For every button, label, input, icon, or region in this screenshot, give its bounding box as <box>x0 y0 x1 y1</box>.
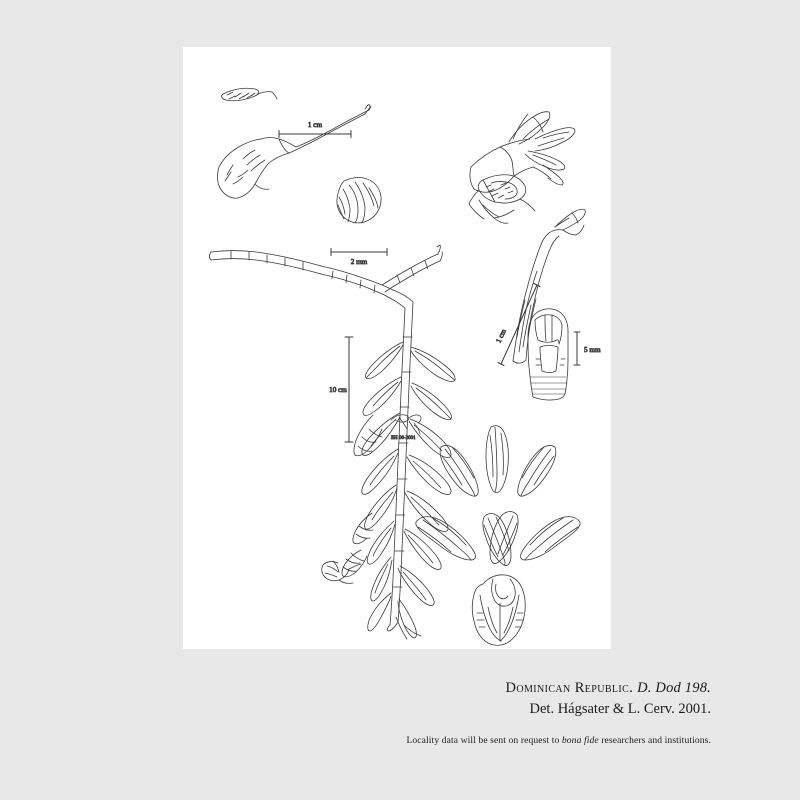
scale-bar-label-1cm-right: 1 cm <box>494 328 508 345</box>
scale-bar-label-1cm-top-left: 1 cm <box>307 121 323 129</box>
figure-labellum <box>468 575 538 649</box>
figure-column-detail <box>528 309 580 400</box>
botanical-illustration-plate <box>183 47 611 649</box>
figure-stem-with-bract <box>218 88 371 198</box>
disclaimer-italic: bona fide <box>561 735 599 746</box>
locality-disclaimer <box>300 735 711 746</box>
figure-dissected-perianth <box>416 426 580 566</box>
signature-label: EH 06-2001 <box>391 436 416 441</box>
scale-bar-label-10cm: 10 cm <box>329 386 347 394</box>
figure-flower-side-view <box>469 112 575 224</box>
caption-block <box>300 678 711 720</box>
caption-collector: D. Dod 198. <box>637 680 711 696</box>
plate-drawing <box>183 47 611 649</box>
scale-bar-label-2mm: 2 mm <box>350 258 368 266</box>
figure-whole-plant-habit <box>210 245 456 639</box>
disclaimer-suffix: researchers and institutions. <box>598 735 711 746</box>
figure-ovary-pedicel <box>498 209 585 365</box>
scale-bar-label-5mm: 5 mm <box>584 346 601 354</box>
disclaimer-prefix: Locality data will be sent on request to <box>406 735 562 746</box>
caption-country: Dominican Republic. <box>505 680 634 696</box>
figure-seed-capsule <box>331 177 387 255</box>
caption-determination: Det. Hágsater & L. Cerv. 2001. <box>529 701 711 718</box>
caption-country-collector <box>300 678 711 699</box>
